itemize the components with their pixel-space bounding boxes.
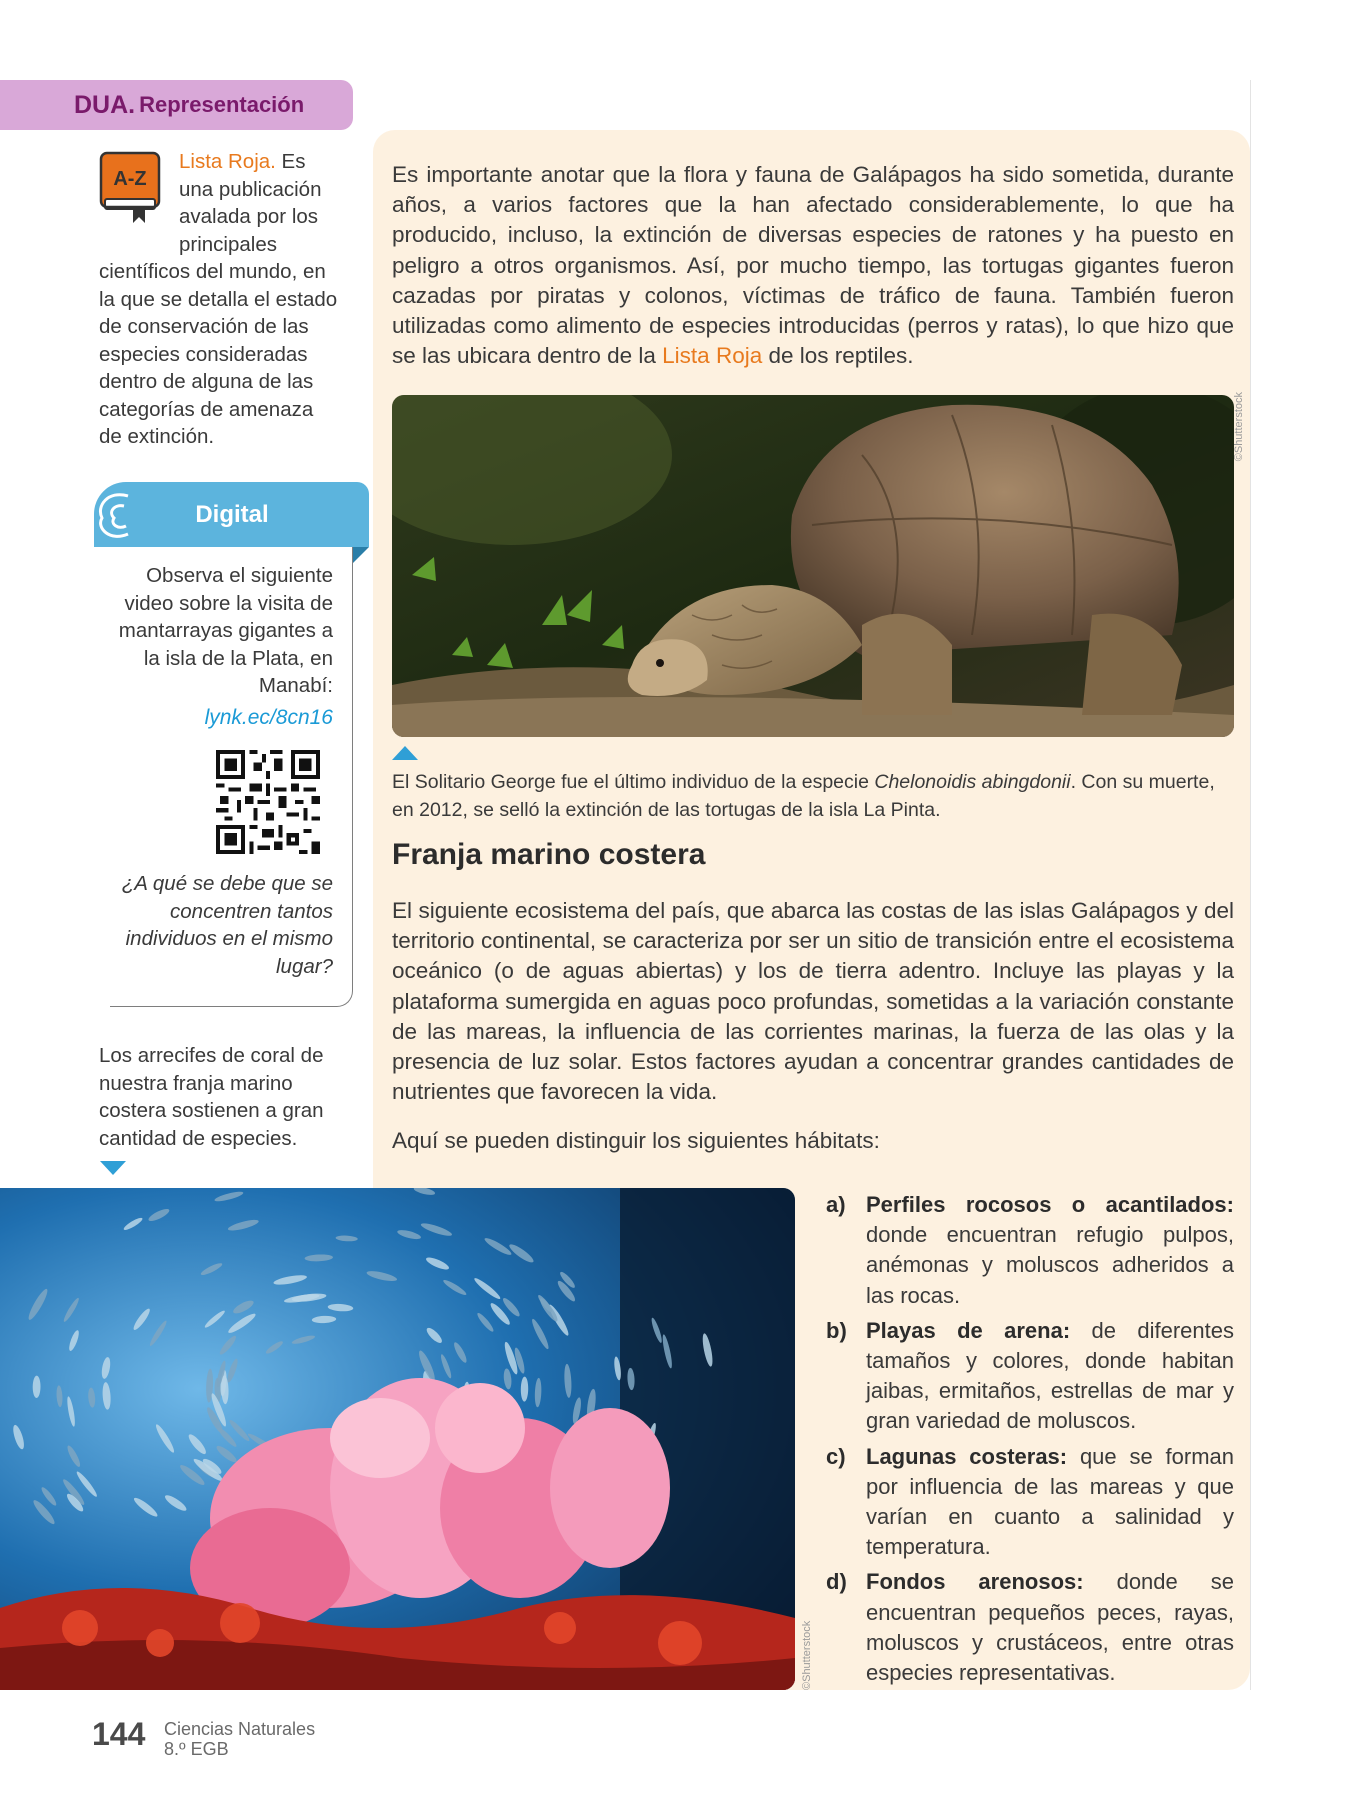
lista-roja-term: Lista Roja [662,343,763,369]
dua-term: Lista Roja. [179,150,276,173]
intro-paragraph [392,160,1234,371]
habitat-letter: b) [826,1317,847,1343]
habitat-text: donde se encuentran pequeños peces, rayas, moluscos y crustáceos, entre otras especies representativas. [866,1569,1234,1686]
dua-title: DUA. [74,90,136,119]
intro-text: Es importante anotar que la flora y fauna de Galápagos ha sido sometida, durante años, a varios factores que la han afectado considerablemente, lo que ha producido, incluso, la extinción de diversas especies de ratones y ha puesto en peligro a otros organismos. Así, por mucho tiempo, las tortugas gigantes fueron cazadas por piratas y colonos, víctimas de tráfico de fauna. También fueron utilizadas como alimento de especies introducidas (perros y ratas), lo que hizo que se las ubicara dentro de la [392,162,1234,369]
caption-species: Chelonoidis abingdonii [874,771,1071,793]
intro-tail: de los reptiles. [762,343,914,369]
caption-text-end: . Con su muerte, en 2012, se selló la extinción de las tortugas de la isla La Pinta. [392,771,1215,821]
dua-subtitle: Representación [139,92,305,117]
digital-tab-fold [353,547,369,563]
habitat-text: donde encuentran refugio pulpos, anémonas y moluscos adheridos a las rocas. [866,1222,1234,1308]
svg-text:A-Z: A-Z [113,168,147,190]
dua-header [0,80,353,130]
footer-subject [164,1719,315,1759]
margin-rule [1250,80,1251,1690]
dua-definition-text: Es una publicación avalada por los principales científicos del mundo, en la que se detalla el estado de conservación de las especies consideradas dentro de alguna de las categorías de amenaza de extinción. [99,150,338,448]
page-number: 144 [92,1716,146,1752]
digital-title: Digital [195,501,269,528]
habitat-item [826,1567,1234,1688]
habitat-title: Perfiles rocosos o acantilados: [866,1192,1234,1217]
caption-pointer-down-icon [100,1161,126,1175]
habitat-title: Fondos arenosos: [866,1569,1084,1595]
coral-reef-photo [0,1188,795,1690]
habitat-letter: c) [826,1443,846,1469]
tortoise-photo-credit: ©Shutterstock [1233,392,1245,462]
coral-photo-credit: ©Shutterstock [801,1620,813,1690]
habitat-list [826,1190,1234,1693]
habitat-title: Lagunas costeras: [866,1443,1068,1469]
dictionary-az-icon [99,151,161,227]
habitat-title: Playas de arena: [866,1317,1071,1343]
digital-instruction: Observa el siguiente video sobre la visita de mantarrayas gigantes a la isla de la Plata, en Manabí: [118,564,333,697]
caption-text-start: El Solitario George fue el último individuo de la especie [392,771,875,793]
tortoise-illustration [392,395,1234,737]
habitat-letter: d) [826,1569,847,1595]
tortoise-photo [392,395,1234,737]
habitat-item [826,1190,1234,1311]
coral-caption: Los arrecifes de coral de nuestra franja marino costera sostienen a gran cantidad de especies. [99,1044,324,1150]
ecosystem-paragraph: El siguiente ecosistema del país, que abarca las costas de las islas Galápagos y del territorio continental, se caracteriza por ser un sitio de transición entre el ecosistema oceánico (o de aguas abiertas) y los de tierra adentro. Incluye las playas y la plataforma sumergida en aguas poco profundas, sometidas a la variación constante de las mareas, la influencia de las corrientes marinas, la fuerza de las olas y la presencia de luz solar. Estos factores ayudan a concentrar grandes cantidades de nutrientes que favorecen la vida. [392,898,1234,1105]
grade-label: 8.º EGB [164,1739,229,1759]
caption-pointer-up-icon [392,746,418,760]
tortoise-caption [392,769,1234,824]
subject-name: Ciencias Naturales [164,1719,316,1739]
qr-code[interactable] [216,750,320,854]
habitat-item [826,1442,1234,1563]
digital-link[interactable]: lynk.ec/8cn16 [204,706,333,729]
habitats-intro: Aquí se pueden distinguir los siguientes hábitats: [392,1128,880,1153]
digital-c-icon [94,488,142,542]
habitat-text: de diferentes tamaños y colores, donde habitan jaibas, ermitaños, estrellas de mar y gran variedad de moluscos. [866,1317,1234,1434]
coral-reef-illustration [0,1188,795,1690]
digital-question: ¿A qué se debe que se concentren tantos individuos en el mismo lugar? [121,872,333,978]
habitat-letter: a) [826,1192,846,1217]
digital-tab [94,482,369,547]
habitat-text: que se forman por influencia de las mareas y que varían en cuanto a salinidad y temperatura. [866,1443,1235,1560]
section-heading: Franja marino costera [392,838,706,871]
habitat-item [826,1316,1234,1437]
